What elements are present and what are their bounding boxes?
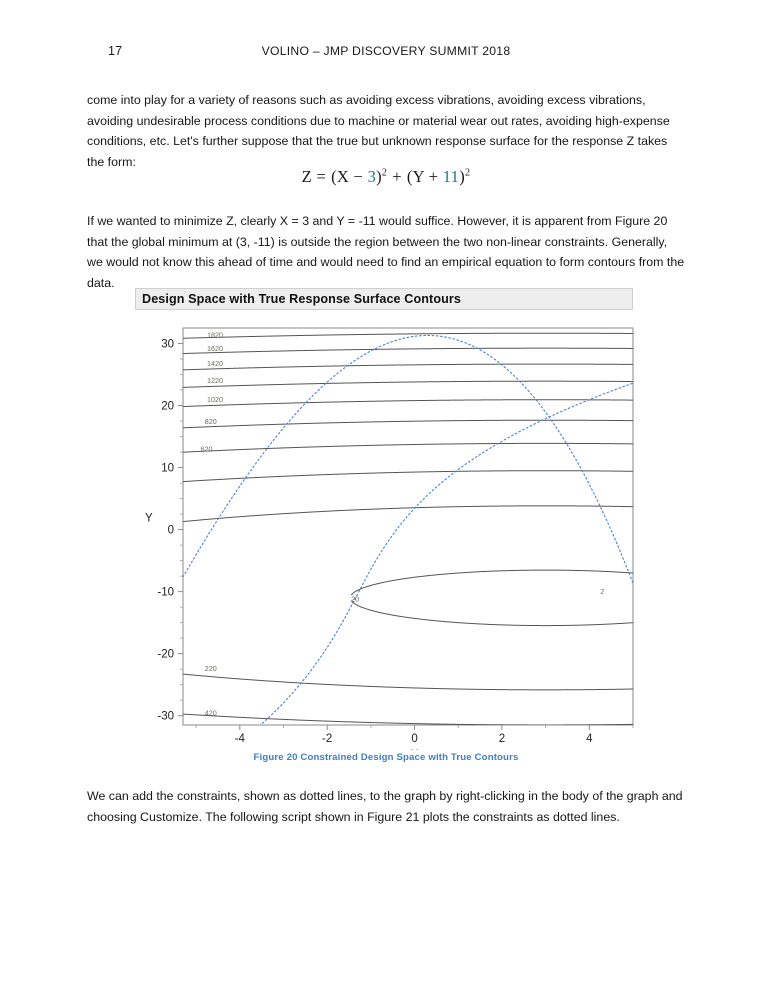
contour-label: 1620 xyxy=(207,344,223,353)
contour-label: 820 xyxy=(204,417,217,427)
paragraph-1: come into play for a variety of reasons such as avoiding excess vibrations, avoiding excess vibrations, avoiding undesirable process conditions due to machine or material wear out rates, avoiding high-expense conditions, etc. Let's further suppose that the true but unknown response surface for the response Z takes the form: xyxy=(87,93,670,169)
header-title: VOLINO – JMP DISCOVERY SUMMIT 2018 xyxy=(261,44,511,58)
y-axis-tick-label: -10 xyxy=(157,586,174,599)
paragraph-3: We can add the constraints, shown as dotted lines, to the graph by right-clicking in the body of the graph and choosing Customize. The following script shown in Figure 21 plots the constraints as dotted lines. xyxy=(87,789,683,824)
contour-label: 220 xyxy=(204,664,217,673)
y-axis-tick-label: 10 xyxy=(161,462,174,475)
x-axis-tick-label: 4 xyxy=(586,733,593,745)
equation-term1-close: ) xyxy=(376,167,382,186)
x-axis-tick-label: -4 xyxy=(234,733,245,745)
chart-title: Design Space with True Response Surface Contours xyxy=(142,292,462,306)
equation-term2-open: (Y + xyxy=(406,167,443,186)
chart-plot-area[interactable] xyxy=(135,310,635,750)
page-number: 17 xyxy=(108,44,123,58)
contour-label: 1220 xyxy=(207,376,223,386)
x-axis-tick-label: 0 xyxy=(411,733,418,745)
y-axis-tick-label: 30 xyxy=(161,338,174,351)
equation-term2-close: ) xyxy=(459,167,465,186)
x-axis-tick-label: -2 xyxy=(322,733,333,745)
y-axis-tick-label: 0 xyxy=(167,524,174,537)
y-axis-tick-label: 20 xyxy=(161,400,174,413)
x-axis-title xyxy=(411,749,419,750)
y-axis-title: Y xyxy=(145,512,153,525)
plot-frame xyxy=(183,328,633,725)
figure-20 xyxy=(135,288,635,750)
contour-label: 1420 xyxy=(207,358,223,368)
contour-label: 20 xyxy=(351,594,360,604)
contour-label: 1820 xyxy=(207,330,223,340)
contour-label: 1020 xyxy=(207,394,223,404)
equation-term1-open: (X − xyxy=(331,167,368,186)
figure-caption: Figure 20 Constrained Design Space with True Contours xyxy=(253,752,519,763)
contour-label: 620 xyxy=(200,444,213,454)
equation-plus: + xyxy=(392,167,402,186)
response-surface-equation xyxy=(0,167,772,187)
equation-exponent-1: 2 xyxy=(381,167,388,179)
contour-line xyxy=(183,743,633,750)
equation-lhs: Z = xyxy=(301,167,327,186)
y-axis-tick-label: -20 xyxy=(157,648,174,661)
equation-term2-value: 11 xyxy=(442,167,460,186)
equation-exponent-2: 2 xyxy=(465,167,471,179)
equation-term1-value: 3 xyxy=(367,167,377,186)
paragraph-2: If we wanted to minimize Z, clearly X = 3 and Y = -11 would suffice. However, it is apparent from Figure 20 that the global minimum at (3, -11) is outside the region between the two non-linear constraints. Generally, we would not know this ahead of time and would need to find an empirical equation to form contours from the data. xyxy=(87,214,685,290)
contour-plot-svg[interactable] xyxy=(135,310,635,750)
x-axis-tick-label: 2 xyxy=(498,733,506,745)
contour-label: 2 xyxy=(600,587,605,597)
chart-titlebar xyxy=(135,288,633,310)
contour-label: 420 xyxy=(204,708,217,718)
y-axis-tick-label: -30 xyxy=(157,710,174,723)
running-header xyxy=(0,44,772,64)
